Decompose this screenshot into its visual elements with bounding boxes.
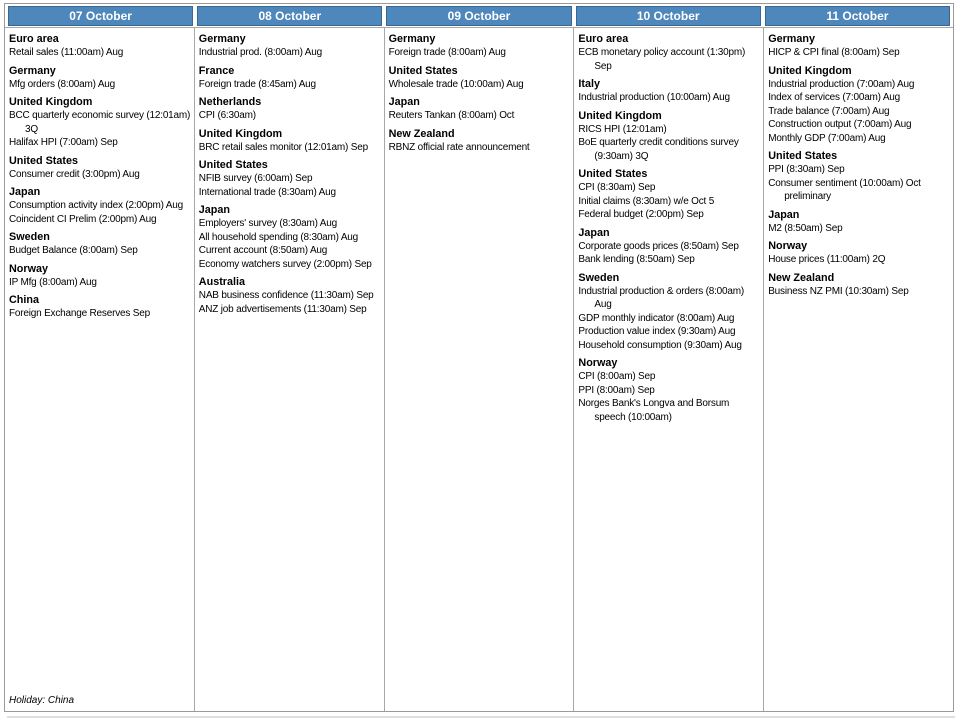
economic-calendar-table [4, 3, 954, 712]
country-name: Japan [578, 226, 610, 239]
country-group [389, 95, 573, 123]
country-group [578, 167, 762, 222]
event-item: Industrial production (7:00am) Aug [768, 78, 915, 90]
event-item: Consumption activity index (2:00pm) Aug [9, 200, 183, 211]
event-item: Employers' survey (8:30am) Aug [198, 218, 337, 229]
country-name: Germany [768, 33, 815, 45]
country-group [9, 262, 193, 290]
country-name: Japan [388, 96, 420, 108]
country-name: Germany [198, 33, 246, 45]
country-group [768, 208, 952, 236]
event-item: RICS HPI (12:01am) [578, 123, 667, 135]
column-header-date: 07 October [8, 6, 193, 26]
country-name: New Zealand [388, 127, 455, 140]
event-item: Initial claims (8:30am) w/e Oct 5 [578, 195, 715, 207]
calendar-header-row [5, 4, 953, 28]
event-item: Trade balance (7:00am) Aug [768, 105, 890, 117]
day-column [195, 28, 385, 711]
country-name: United States [9, 154, 78, 167]
event-item: GDP monthly indicator (8:00am) Aug [578, 312, 735, 324]
event-item: International trade (8:30am) Aug [198, 186, 336, 198]
event-item: NAB business confidence (11:30am) Sep [198, 290, 374, 301]
event-item: Industrial prod. (8:00am) Aug [198, 47, 322, 58]
country-name: Euro area [9, 33, 59, 45]
country-name: United Kingdom [578, 109, 662, 122]
country-group [389, 32, 573, 60]
country-group [389, 64, 573, 92]
country-group [9, 293, 193, 321]
country-name: United Kingdom [9, 96, 93, 108]
country-group [9, 230, 193, 258]
event-item: ECB monetary policy account (1:30pm) Sep [578, 47, 746, 72]
column-header-date: 10 October [576, 6, 761, 26]
event-item: IP Mfg (8:00am) Aug [9, 276, 97, 288]
event-item: Reuters Tankan (8:00am) Oct [388, 110, 515, 121]
country-group [768, 64, 952, 146]
event-item: PPI (8:00am) Sep [578, 384, 655, 396]
country-group [578, 356, 762, 424]
column-header-date: 11 October [765, 6, 950, 26]
country-name: Norway [768, 240, 808, 252]
event-item: CPI (6:30am) [198, 110, 256, 121]
country-group [199, 158, 383, 199]
country-name: France [198, 64, 235, 77]
country-name: Japan [768, 208, 800, 221]
day-column [764, 28, 953, 711]
event-item: Mfg orders (8:00am) Aug [9, 78, 116, 90]
event-item: ANZ job advertisements (11:30am) Sep [198, 303, 367, 315]
country-name: Japan [198, 204, 231, 216]
country-name: Germany [388, 33, 436, 45]
calendar-body-row [5, 28, 953, 711]
event-item: CPI (8:30am) Sep [578, 182, 656, 193]
day-column [385, 28, 575, 711]
country-name: Euro area [578, 33, 629, 45]
country-group [9, 185, 193, 226]
event-item: BoE quarterly credit conditions survey (9:30am) 3Q [578, 137, 739, 162]
country-name: United States [388, 64, 458, 77]
country-name: Norway [9, 262, 49, 275]
country-group [578, 77, 762, 105]
event-item: Construction output (7:00am) Aug [768, 119, 912, 130]
country-name: New Zealand [768, 271, 835, 284]
country-name: United States [198, 159, 268, 171]
country-group [578, 226, 762, 267]
event-item: Bank lending (8:50am) Sep [578, 254, 695, 265]
country-group [9, 154, 193, 182]
country-group [768, 32, 952, 60]
country-group [9, 95, 193, 150]
country-group [199, 95, 383, 123]
column-header-date: 09 October [386, 6, 571, 26]
event-item: Industrial production & orders (8:00am) Aug [578, 285, 745, 310]
event-item: Halifax HPI (7:00am) Sep [9, 137, 118, 148]
country-group [199, 275, 383, 316]
event-item: Current account (8:50am) Aug [198, 245, 328, 256]
event-item: Foreign Exchange Reserves Sep [9, 308, 150, 319]
country-name: Sweden [578, 271, 620, 284]
column-header-date: 08 October [197, 6, 382, 26]
country-name: Netherlands [198, 96, 262, 108]
country-group [768, 149, 952, 204]
holiday-footnote: Holiday: China [9, 695, 75, 706]
event-item: Foreign trade (8:00am) Aug [388, 47, 506, 58]
country-group [578, 271, 762, 353]
country-group [199, 64, 383, 92]
country-name: United States [578, 168, 648, 180]
event-item: Consumer credit (3:00pm) Aug [9, 168, 140, 180]
event-item: Production value index (9:30am) Aug [578, 326, 736, 337]
event-item: Industrial production (10:00am) Aug [578, 92, 730, 103]
event-item: Business NZ PMI (10:30am) Sep [768, 285, 909, 297]
event-item: Foreign trade (8:45am) Aug [198, 78, 316, 90]
event-item: Federal budget (2:00pm) Sep [578, 209, 704, 220]
event-item: NFIB survey (6:00am) Sep [198, 173, 313, 184]
event-item: Household consumption (9:30am) Aug [578, 339, 742, 351]
country-group [578, 109, 762, 164]
event-item: Corporate goods prices (8:50am) Sep [578, 240, 739, 252]
country-group [199, 203, 383, 271]
event-item: M2 (8:50am) Sep [768, 222, 843, 234]
country-name: Germany [9, 64, 56, 77]
country-name: China [9, 294, 39, 306]
country-group [199, 127, 383, 155]
event-item: Index of services (7:00am) Aug [768, 92, 901, 103]
event-item: Retail sales (11:00am) Aug [9, 47, 124, 58]
event-item: Budget Balance (8:00am) Sep [9, 245, 138, 256]
event-item: CPI (8:00am) Sep [578, 371, 656, 382]
country-group [199, 32, 383, 60]
country-group [768, 271, 952, 299]
event-item: Monthly GDP (7:00am) Aug [768, 132, 886, 144]
event-item: Norges Bank's Longva and Borsum speech (10:00am) [578, 398, 730, 423]
country-group [578, 32, 762, 73]
country-group [9, 32, 193, 60]
country-name: Italy [578, 78, 600, 90]
day-column [5, 28, 195, 711]
event-item: BCC quarterly economic survey (12:01am) 3Q [9, 110, 191, 135]
day-column [574, 28, 764, 711]
event-item: HICP & CPI final (8:00am) Sep [768, 47, 900, 58]
country-name: Sweden [9, 231, 50, 243]
event-item: PPI (8:30am) Sep [768, 164, 845, 175]
event-item: Wholesale trade (10:00am) Aug [388, 78, 524, 90]
country-name: Japan [9, 186, 41, 198]
country-name: Norway [578, 357, 618, 369]
event-item: House prices (11:00am) 2Q [768, 254, 886, 265]
country-group [389, 127, 573, 155]
country-name: United Kingdom [768, 64, 852, 77]
country-name: Australia [198, 276, 245, 288]
country-group [9, 64, 193, 92]
event-item: Consumer sentiment (10:00am) Oct preliminary [768, 177, 921, 202]
country-group [768, 239, 952, 267]
event-item: All household spending (8:30am) Aug [198, 231, 359, 243]
country-name: United States [768, 150, 838, 162]
event-item: RBNZ official rate announcement [388, 141, 530, 153]
event-item: Coincident CI Prelim (2:00pm) Aug [9, 213, 157, 225]
event-item: BRC retail sales monitor (12:01am) Sep [198, 141, 368, 153]
event-item: Economy watchers survey (2:00pm) Sep [198, 258, 372, 270]
country-name: United Kingdom [198, 127, 283, 140]
